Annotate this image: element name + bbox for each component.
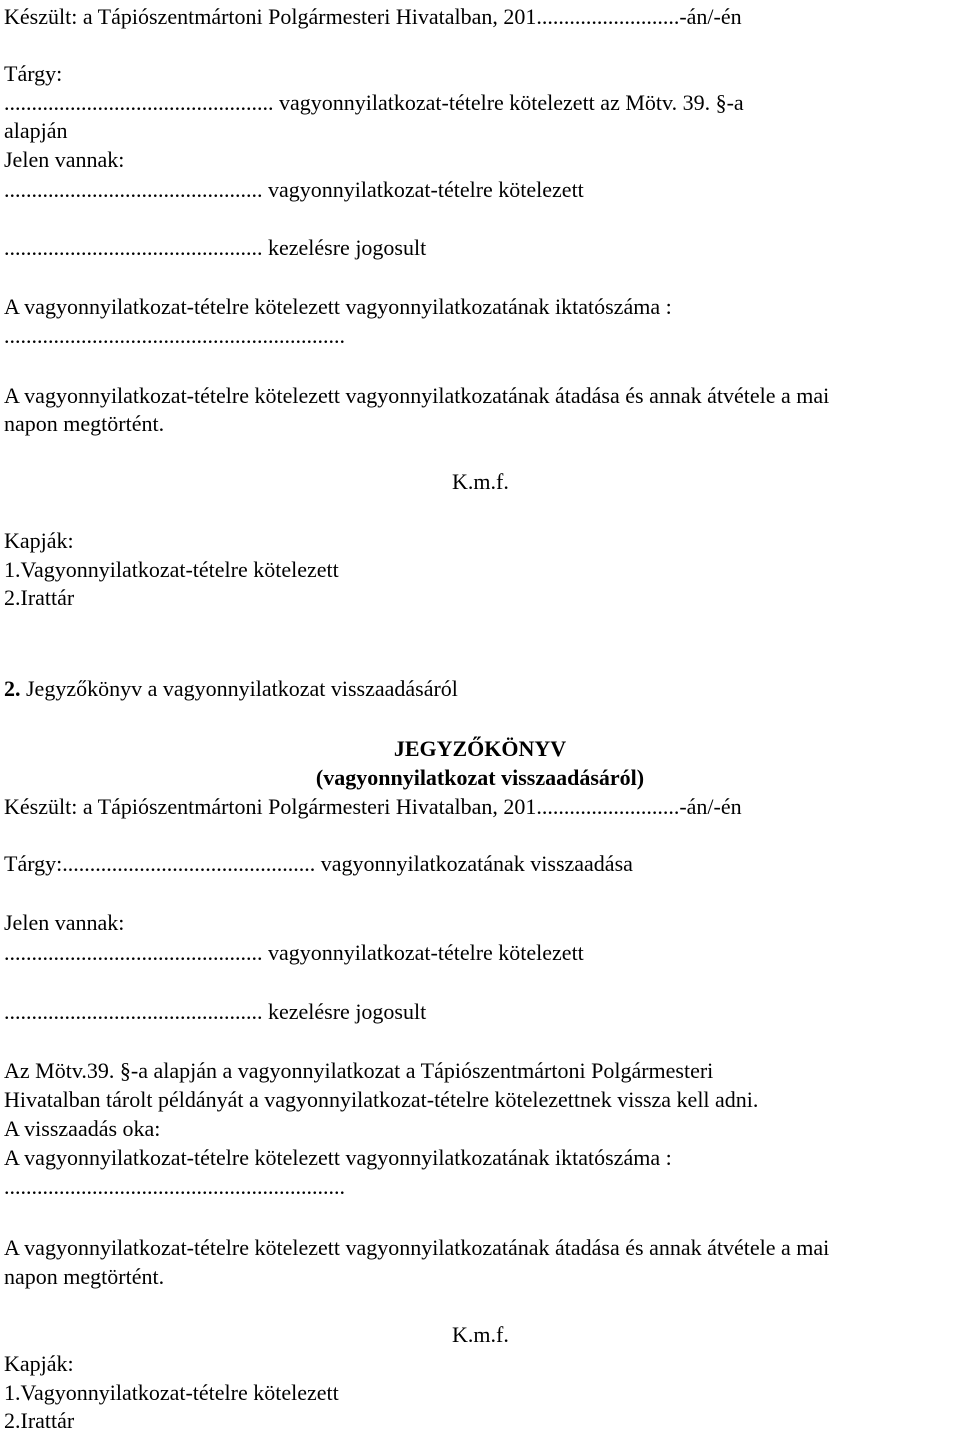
document-title: JEGYZŐKÖNYV [393, 736, 567, 761]
jelen-vannak-label: Jelen vannak: [4, 147, 125, 172]
document-subtitle: (vagyonnyilatkozat visszaadásáról) [315, 765, 645, 790]
section-number: 2. [4, 676, 21, 701]
keszult-line: Készült: a Tápiószentmártoni Polgármesteri Hivatalban, 201..........................-án/-én [4, 4, 742, 29]
atadas-line-2: napon megtörtént. [4, 411, 165, 436]
motv-line-1: Az Mötv.39. §-a alapján a vagyonnyilatkozat a Tápiószentmártoni Polgármesteri [4, 1058, 714, 1083]
kapjak-item-2: 2.Irattár [4, 585, 75, 610]
iktatoszam-dots-2: .............................................................. [4, 1174, 345, 1199]
targy-line: ................................................. vagyonnyilatkozat-tételre kötelezett az Mötv. 39. §-a [4, 90, 744, 115]
kezelesre-line-2: ............................................... kezelésre jogosult [4, 999, 427, 1024]
kapjak-item-1-2: 1.Vagyonnyilatkozat-tételre kötelezett [4, 1380, 339, 1405]
kezelesre-line: ............................................... kezelésre jogosult [4, 235, 427, 260]
kapjak-item-1: 1.Vagyonnyilatkozat-tételre kötelezett [4, 557, 339, 582]
visszaadas-oka-label: A visszaadás oka: [4, 1116, 161, 1141]
section-heading-text: Jegyzőkönyv a vagyonnyilatkozat visszaadásáról [20, 676, 458, 701]
iktatoszam-line-2: A vagyonnyilatkozat-tételre kötelezett vagyonnyilatkozatának iktatószáma : [4, 1145, 672, 1170]
targy-label: Tárgy: [4, 61, 63, 86]
targy-line-2: Tárgy:.............................................. vagyonnyilatkozatának visszaadása [4, 851, 633, 876]
atadas-line-1-2: A vagyonnyilatkozat-tételre kötelezett vagyonnyilatkozatának átadása és annak átvétele a mai [4, 1235, 830, 1260]
iktatoszam-dots: .............................................................. [4, 323, 345, 348]
kapjak-label-2: Kapják: [4, 1351, 74, 1376]
alapjan-line: alapján [4, 118, 68, 143]
kapjak-label: Kapják: [4, 528, 74, 553]
kotelezett-line: ............................................... vagyonnyilatkozat-tételre kötelezett [4, 177, 584, 202]
jelen-vannak-label-2: Jelen vannak: [4, 910, 125, 935]
kapjak-item-2-2: 2.Irattár [4, 1408, 75, 1433]
kmf-label: K.m.f. [452, 469, 509, 494]
atadas-line-1: A vagyonnyilatkozat-tételre kötelezett vagyonnyilatkozatának átadása és annak átvétele a mai [4, 383, 830, 408]
atadas-line-2-2: napon megtörtént. [4, 1264, 165, 1289]
motv-line-2: Hivatalban tárolt példányát a vagyonnyilatkozat-tételre kötelezettnek vissza kell adni. [4, 1087, 759, 1112]
iktatoszam-line: A vagyonnyilatkozat-tételre kötelezett vagyonnyilatkozatának iktatószáma : [4, 294, 672, 319]
section-heading [4, 676, 458, 702]
kmf-label-2: K.m.f. [452, 1322, 509, 1347]
kotelezett-line-2: ............................................... vagyonnyilatkozat-tételre kötelezett [4, 940, 584, 965]
keszult-line-2: Készült: a Tápiószentmártoni Polgármesteri Hivatalban, 201..........................-án/-én [4, 794, 742, 819]
